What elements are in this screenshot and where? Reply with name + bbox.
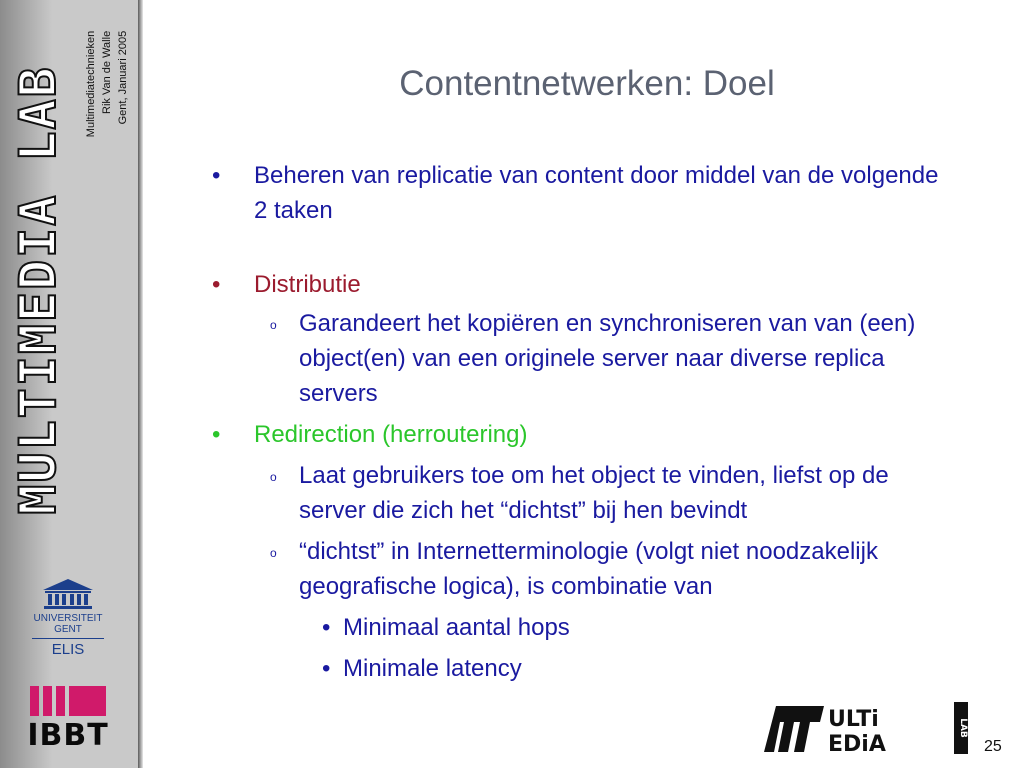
bullet-text: Redirection (herroutering) <box>254 421 528 448</box>
bullet-icon: • <box>212 421 221 448</box>
sub-bullet-text: “dichtst” in Internetterminologie (volgt niet noodzakelijk geografische logica), is combinatie van <box>299 538 878 600</box>
sub-bullet-dichtst <box>210 534 950 604</box>
bullet-text: Beheren van replicatie van content door middel van de volgende 2 taken <box>254 162 939 224</box>
ugent-logo <box>22 578 114 658</box>
logo-text-top: ULTi <box>828 707 879 732</box>
university-name: UNIVERSITEIT GENT <box>33 613 103 635</box>
course-date: Gent, Januari 2005 <box>117 30 129 125</box>
multimedia-lab-logo <box>762 700 972 756</box>
sub-bullet-icon: o <box>270 318 277 332</box>
bullet-replication <box>210 158 950 228</box>
slide-content <box>210 158 950 686</box>
sub-bullet-garandeert <box>210 306 950 411</box>
lab-title-text: MULTIMEDIA LAB <box>9 65 67 515</box>
university-building-icon <box>39 578 97 610</box>
ibbt-logo-text: IBBT <box>27 718 109 753</box>
bullet-icon: • <box>322 655 331 682</box>
bullet-icon: • <box>212 271 221 298</box>
sub-bullet-text: Garandeert het kopiëren en synchroniseren van van (een) object(en) van een originele server naar diverse replica servers <box>299 310 916 407</box>
sidebar-edge <box>138 0 143 768</box>
course-name: Multimediatechnieken <box>85 30 97 138</box>
sub-bullet-text: Laat gebruikers toe om het object te vinden, liefst op de server die zich het “dichtst” bij hen bevindt <box>299 462 889 524</box>
sub-sub-bullet-text: Minimale latency <box>343 655 522 682</box>
bullet-icon: • <box>322 614 331 641</box>
divider <box>32 638 104 639</box>
bullet-icon: • <box>212 162 221 189</box>
ibbt-squares-icon <box>30 686 106 716</box>
sidebar <box>0 0 138 768</box>
logo-side-text: LAB <box>958 718 968 738</box>
sub-sub-bullet-latency <box>210 651 950 686</box>
author-name: Rik Van de Walle <box>101 30 113 114</box>
bullet-redirection <box>210 417 950 452</box>
bullet-text: Distributie <box>254 271 361 298</box>
logo-text-bottom: EDiA <box>828 732 886 756</box>
sub-bullet-icon: o <box>270 546 277 560</box>
sub-bullet-icon: o <box>270 470 277 484</box>
bullet-distributie <box>210 267 950 302</box>
page-number: 25 <box>984 738 1002 755</box>
sub-sub-bullet-text: Minimaal aantal hops <box>343 614 570 641</box>
slide-title: Contentnetwerken: Doel <box>399 64 775 103</box>
sub-bullet-laat <box>210 458 950 528</box>
department-name: ELIS <box>51 641 85 658</box>
sub-sub-bullet-hops <box>210 610 950 645</box>
